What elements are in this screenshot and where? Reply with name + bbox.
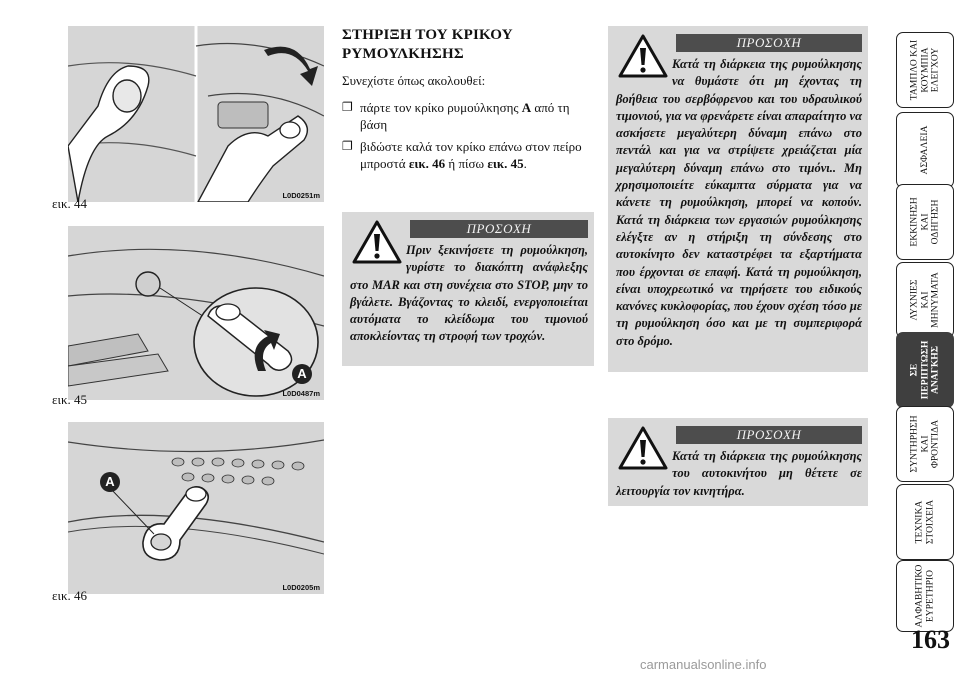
- warning-text: Πριν ξεκινήσετε τη ρυμούλκηση, γυρίστε το διακόπτη ανάφλεξης στο MAR και στη συνέχεια στο STOP, μην το βγάλετε. Βγάζοντας το κλειδί, ενεργοποιείται αυτόματα το κλείδωμα του τιμονιού αποκλείοντας τη στροφή των τροχών.: [350, 243, 588, 344]
- warning-heading: ΠΡΟΣΟΧΗ: [676, 34, 862, 52]
- tab-maintenance-care[interactable]: [896, 406, 954, 482]
- tab-label: ΑΛΦΑΒΗΤΙΚΟ ΕΥΡΕΤΗΡΙΟ: [913, 564, 935, 628]
- tab-safety[interactable]: [896, 112, 954, 188]
- tab-emergency[interactable]: [896, 332, 954, 408]
- part-label-a: A: [105, 474, 115, 489]
- figure-caption: εικ. 44: [52, 196, 88, 211]
- list-item-text: .: [523, 156, 527, 171]
- tab-alphabetical-index[interactable]: [896, 560, 954, 632]
- tab-label: ΑΣΦΑΛΕΙΑ: [918, 125, 930, 175]
- figure-ref: εικ. 45: [487, 156, 524, 171]
- checkbox-bullet-icon: ❐: [342, 100, 353, 114]
- part-label-a-badge: [292, 364, 312, 384]
- tab-dashboard-controls[interactable]: [896, 32, 954, 108]
- figure-code: L0D0205m: [282, 583, 320, 592]
- list-item-text: βιδώστε καλά τον κρίκο επάνω στον πείρο μπροστά: [360, 139, 582, 171]
- figure-45: [68, 226, 324, 400]
- checkbox-bullet-icon: ❐: [342, 139, 353, 153]
- intro-text: Συνεχίστε όπως ακολουθεί:: [342, 73, 486, 88]
- tab-label: ΤΕΧΝΙΚΑ ΣΤΟΙΧΕΙΑ: [913, 499, 935, 545]
- warning-box: [608, 26, 868, 372]
- warning-box: [342, 212, 594, 366]
- figure-code: L0D0251m: [282, 191, 320, 200]
- section-title-line2: ΡΥΜΟΥΛΚΗΣΗΣ: [342, 46, 464, 62]
- tab-label: ΣΕ ΠΕΡΙΠΤΩΣΗ ΑΝΑΓΚΗΣ: [908, 340, 941, 400]
- list-item-text: από τη βάση: [360, 100, 570, 132]
- tab-label: ΕΚΚΙΝΗΣΗ ΚΑΙ ΟΔΗΓΗΣΗ: [908, 197, 941, 247]
- figure-46: [68, 422, 324, 594]
- warning-heading: ΠΡΟΣΟΧΗ: [676, 426, 862, 444]
- list-item: [342, 138, 594, 172]
- section-title: [342, 26, 592, 64]
- warning-heading: ΠΡΟΣΟΧΗ: [410, 220, 588, 238]
- figure-45-illustration: [68, 226, 324, 400]
- list-item: [342, 99, 594, 133]
- warning-box: [608, 418, 868, 506]
- section-title-line1: ΣΤΗΡΙΞΗ ΤΟΥ ΚΡΙΚΟΥ: [342, 27, 513, 43]
- figure-46-illustration: [68, 422, 324, 594]
- tab-starting-driving[interactable]: [896, 184, 954, 260]
- tab-warning-lights-messages[interactable]: [896, 262, 954, 338]
- part-ref: A: [521, 100, 532, 115]
- figure-44: [68, 26, 324, 202]
- part-label-a: A: [297, 366, 307, 381]
- tab-label: ΤΑΜΠΛΟ ΚΑΙ ΚΟΥΜΠΙΑ ΕΛΕΓΧΟΥ: [908, 39, 941, 101]
- figure-code: L0D0487m: [282, 389, 320, 398]
- figure-caption: εικ. 46: [52, 588, 88, 603]
- list-item-text: πάρτε τον κρίκο ρυμούλκησης: [360, 100, 522, 115]
- list-item-text: ή πίσω: [445, 156, 488, 171]
- figure-44-illustration: [68, 26, 324, 202]
- warning-text: Κατά τη διάρκεια της ρυμούλκησης του αυτοκινήτου μη θέτετε σε λειτουργία τον κινητήρα.: [616, 449, 862, 498]
- page-number: 163: [911, 625, 950, 654]
- tab-technical-data[interactable]: [896, 484, 954, 560]
- figure-ref: εικ. 46: [408, 156, 446, 171]
- part-label-a-badge: [100, 472, 120, 492]
- watermark: carmanualsonline.info: [640, 657, 767, 672]
- tab-label: ΛΥΧΝΙΕΣ ΚΑΙ ΜΗΝΥΜΑΤΑ: [908, 272, 941, 328]
- tab-label: ΣΥΝΤΗΡΗΣΗ ΚΑΙ ΦΡΟΝΤΙΔΑ: [908, 415, 941, 473]
- figure-caption: εικ. 45: [52, 392, 88, 407]
- warning-text: Κατά τη διάρκεια της ρυμούλκησης να θυμάστε ότι μη έχοντας τη βοήθεια του σερβόφρενου και του υδραυλικού τιμονιού, για να φρενάρετε είναι απαραίτητο να ασκήσετε μεγαλύτερη δύναμη επάνω στο πεντάλ και για να στρίψετε χρειάζεται μία μεγαλύτερη δύναμη επάνω στο τιμόνι.. Μη χρησιμοποιείτε εύκαμπτα σύρματα για να κάνετε τη ρυμούλκηση, μπορεί να κοπούν. Κατά τη διάρκεια των εργασιών ρυμούλκησης ελέγξτε αν η στήριξη τη σύνδεσης στο αυτοκίνητο δεν καταστρέφει τα εξαρτήματα που έρχονται σε επαφή. Κατά τη ρυμούλκηση, είναι υποχρεωτικό να τηρήσετε του ειδικούς κανόνες κυκλοφορίας, που έχουν σχέση τόσο με τη ρυμούλκηση όσο και με τη συμπεριφορά στο δρόμο.: [616, 57, 862, 348]
- instruction-list: [342, 99, 594, 177]
